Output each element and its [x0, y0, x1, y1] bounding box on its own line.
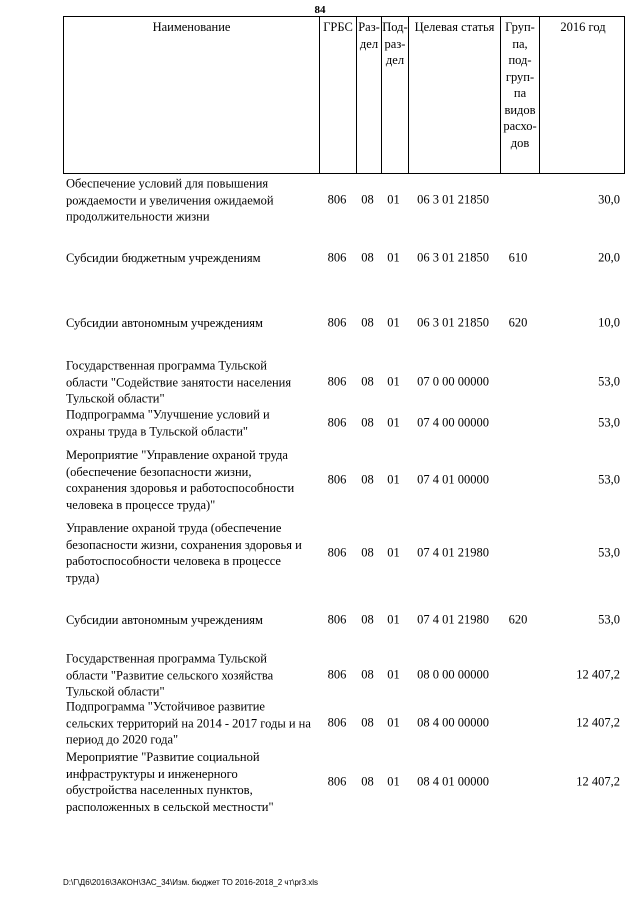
row-grbs: 806 [327, 415, 347, 430]
table-row [63, 360, 625, 404]
row-year: 12 407,2 [576, 715, 620, 730]
row-year: 53,0 [598, 415, 620, 430]
header-podrazdel-l3: дел [385, 53, 405, 67]
row-celevaya: 07 0 00 00000 [417, 374, 489, 389]
header-name: Наименование [152, 20, 231, 34]
row-grbs: 806 [327, 612, 347, 627]
row-name: Мероприятие "Развитие социальной инфраструктуры и инженерного обустройства населенных пунктов, расположенных в сельской местности" [66, 750, 274, 814]
row-grbs: 806 [327, 250, 347, 265]
table-row [63, 750, 625, 814]
row-name: Мероприятие "Управление охраной труда (обеспечение безопасности жизни, сохранения здоровья и работоспособности человека в процессе труда)" [66, 448, 295, 512]
row-name: Субсидии автономным учреждениям [66, 315, 263, 330]
row-gruppa: 620 [508, 315, 528, 330]
row-grbs: 806 [327, 472, 347, 487]
table-row [63, 240, 625, 276]
row-name: Государственная программа Тульской области "Содействие занятости населения Тульской области" [66, 358, 292, 406]
page-number: 84 [314, 4, 326, 16]
row-year: 53,0 [598, 472, 620, 487]
row-grbs: 806 [327, 715, 347, 730]
row-name: Государственная программа Тульской области "Развитие сельского хозяйства Тульской области" [66, 651, 274, 699]
row-celevaya: 06 3 01 21850 [417, 250, 489, 265]
table-row [63, 300, 625, 346]
row-razdel: 08 [361, 667, 374, 682]
header-podrazdel-l1: Под- [382, 20, 408, 34]
row-podrazdel: 01 [387, 715, 400, 730]
row-podrazdel: 01 [387, 774, 400, 789]
row-year: 12 407,2 [576, 667, 620, 682]
row-year: 20,0 [598, 250, 620, 265]
row-razdel: 08 [361, 612, 374, 627]
table-row [63, 405, 625, 441]
row-year: 30,0 [598, 192, 620, 207]
row-celevaya: 06 3 01 21850 [417, 315, 489, 330]
row-razdel: 08 [361, 250, 374, 265]
row-name: Субсидии автономным учреждениям [66, 612, 263, 627]
row-podrazdel: 01 [387, 315, 400, 330]
row-podrazdel: 01 [387, 415, 400, 430]
table-row [63, 446, 625, 514]
table-row [63, 176, 625, 224]
header-razdel-l2: дел [359, 36, 379, 51]
row-celevaya: 07 4 00 00000 [417, 415, 489, 430]
row-celevaya: 08 0 00 00000 [417, 667, 489, 682]
row-razdel: 08 [361, 774, 374, 789]
header-grbs: ГРБС [319, 17, 356, 173]
row-grbs: 806 [327, 667, 347, 682]
row-podrazdel: 01 [387, 250, 400, 265]
row-podrazdel: 01 [387, 545, 400, 560]
row-year: 12 407,2 [576, 774, 620, 789]
row-podrazdel: 01 [387, 472, 400, 487]
row-year: 53,0 [598, 612, 620, 627]
header-celevaya: Целевая статья [408, 17, 500, 173]
row-name: Подпрограмма "Улучшение условий и охраны труда в Тульской области" [66, 407, 270, 438]
row-razdel: 08 [361, 545, 374, 560]
row-year: 10,0 [598, 315, 620, 330]
header-razdel [356, 17, 381, 173]
row-year: 53,0 [598, 545, 620, 560]
row-podrazdel: 01 [387, 612, 400, 627]
row-razdel: 08 [361, 315, 374, 330]
table-row [63, 600, 625, 640]
header-podrazdel [381, 17, 408, 173]
row-grbs: 806 [327, 774, 347, 789]
row-razdel: 08 [361, 415, 374, 430]
row-gruppa: 610 [508, 250, 528, 265]
row-name: Управление охраной труда (обеспечение безопасности жизни, сохранения здоровья и работоспособности человека в процессе труда) [66, 521, 302, 585]
row-razdel: 08 [361, 374, 374, 389]
table-row [63, 652, 625, 698]
row-celevaya: 06 3 01 21850 [417, 192, 489, 207]
row-name: Обеспечение условий для повышения рождаемости и увеличения ожидаемой продолжительности жизни [66, 176, 274, 224]
row-name: Субсидии бюджетным учреждениям [66, 250, 261, 265]
row-name: Подпрограмма "Устойчивое развитие сельских территорий на 2014 - 2017 годы и на период до 2020 года" [66, 699, 311, 747]
table-row [63, 700, 625, 746]
row-podrazdel: 01 [387, 192, 400, 207]
row-celevaya: 07 4 01 00000 [417, 472, 489, 487]
row-celevaya: 08 4 01 00000 [417, 774, 489, 789]
row-razdel: 08 [361, 472, 374, 487]
table-header [63, 16, 625, 174]
table-row [63, 520, 625, 586]
row-razdel: 08 [361, 192, 374, 207]
row-gruppa: 620 [508, 612, 528, 627]
header-year: 2016 год [539, 17, 626, 173]
row-razdel: 08 [361, 715, 374, 730]
row-grbs: 806 [327, 374, 347, 389]
row-grbs: 806 [327, 192, 347, 207]
row-grbs: 806 [327, 545, 347, 560]
row-celevaya: 07 4 01 21980 [417, 545, 489, 560]
row-grbs: 806 [327, 315, 347, 330]
header-gruppa: Груп- па, под- груп- па видов расхо- дов [500, 17, 539, 173]
row-celevaya: 07 4 01 21980 [417, 612, 489, 627]
row-year: 53,0 [598, 374, 620, 389]
header-podrazdel-l2: раз- [384, 36, 406, 51]
file-path-footer: D:\Г\Д6\2016\ЗАКОН\ЗАС_34\Изм. бюджет ТО 2016-2018_2 чт\pr3.xls [63, 878, 319, 887]
header-razdel-l1: Раз- [358, 20, 380, 34]
row-podrazdel: 01 [387, 374, 400, 389]
row-celevaya: 08 4 00 00000 [417, 715, 489, 730]
row-podrazdel: 01 [387, 667, 400, 682]
